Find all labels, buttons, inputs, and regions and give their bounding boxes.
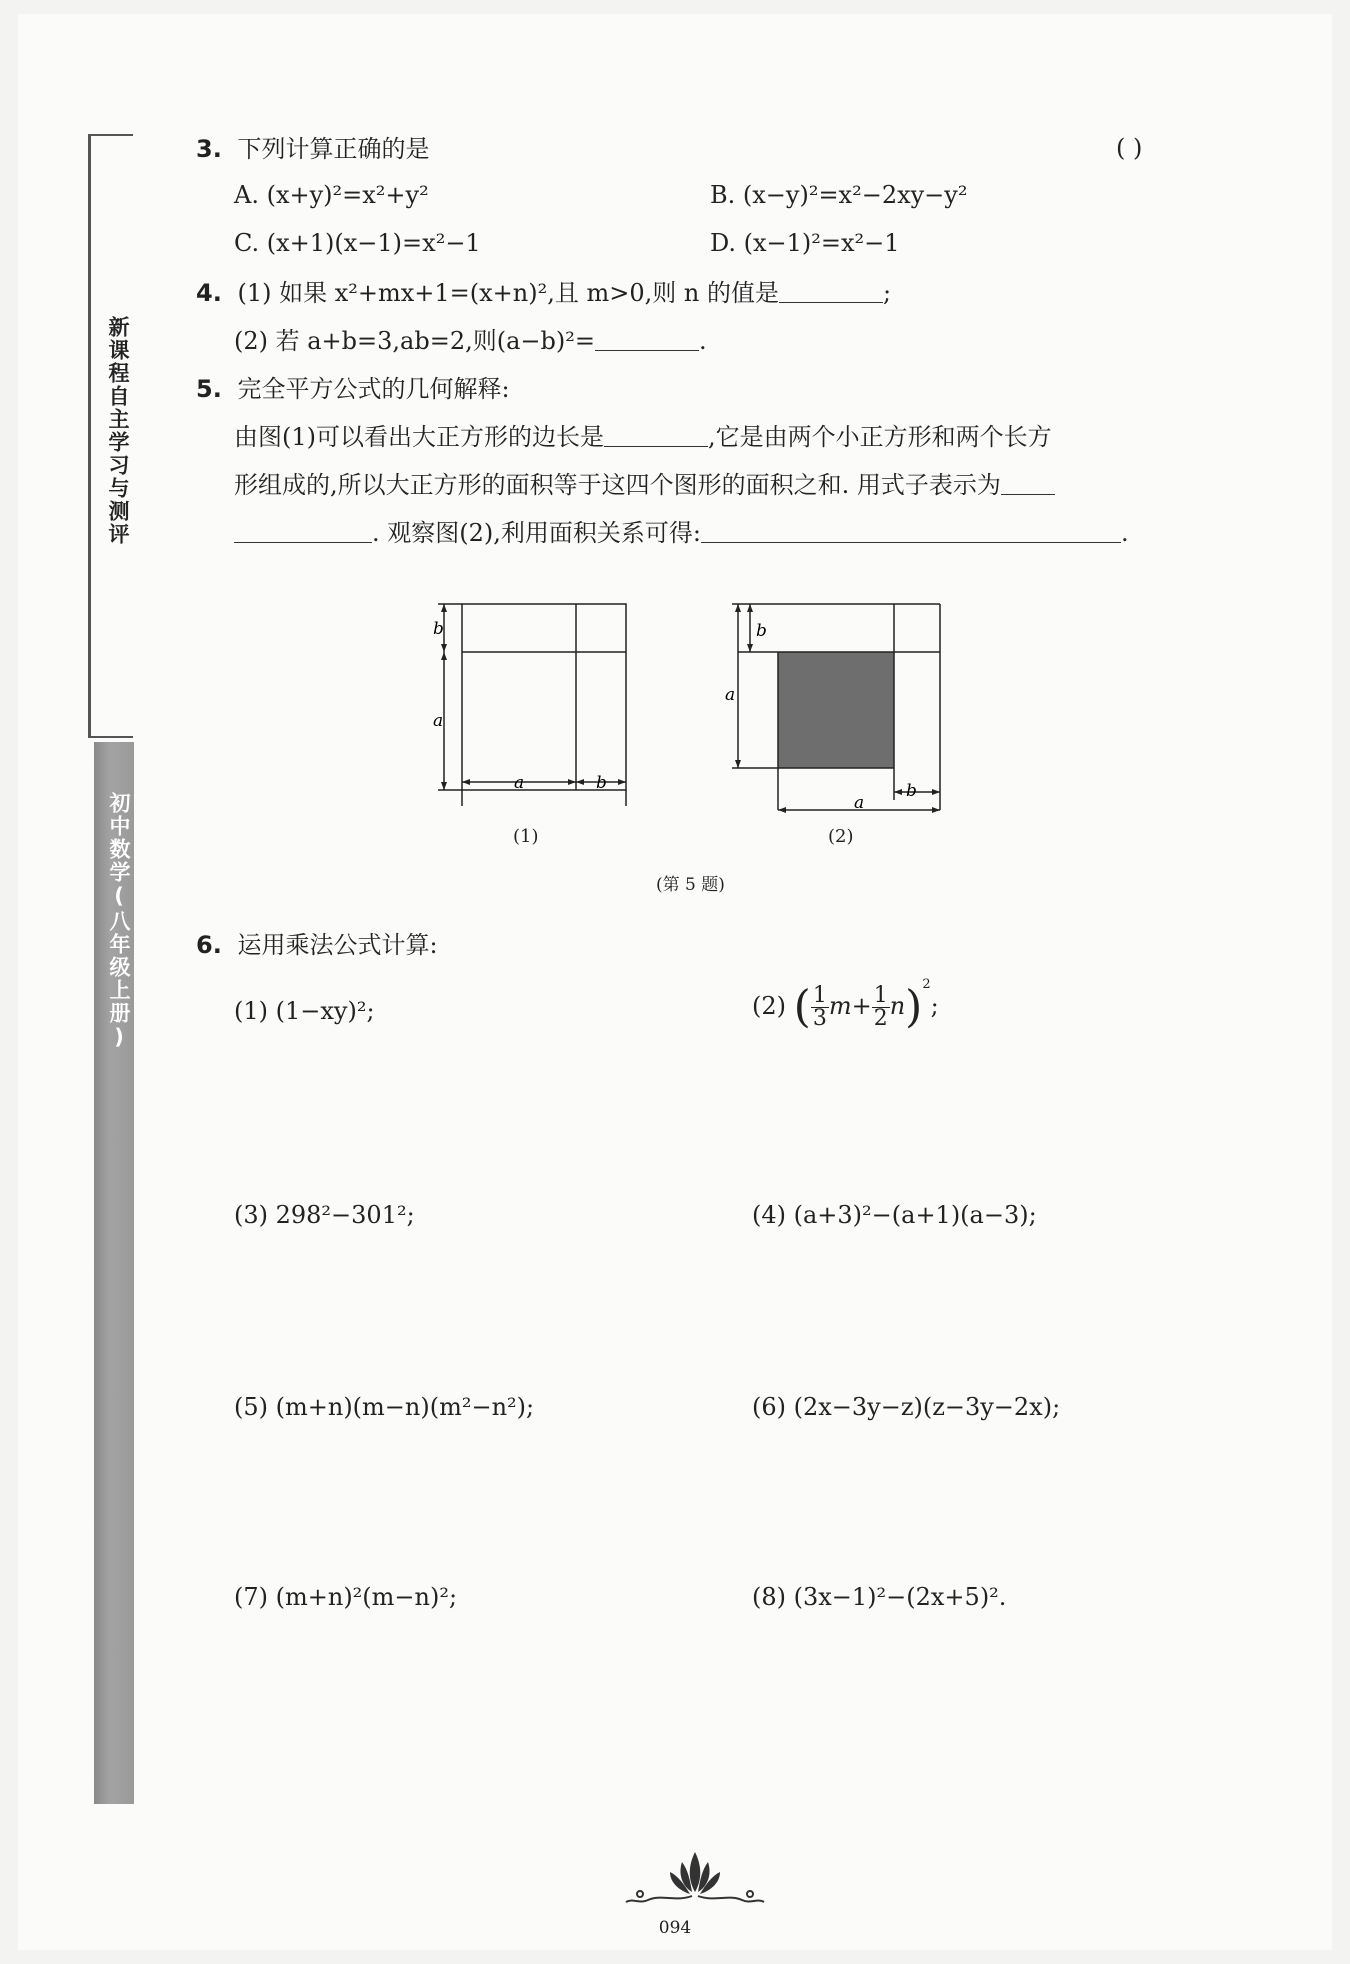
page-number: 094: [658, 1918, 692, 1938]
var-n: n: [889, 992, 906, 1020]
sidebar-subject: 初中数学(八年级上册): [107, 792, 131, 1051]
fraction-one-half: [872, 985, 890, 1030]
q5-line3: [234, 518, 1129, 548]
q3-number: 3.: [196, 135, 222, 163]
frac1-denominator: 3: [812, 1006, 827, 1031]
q6-item-2-end: ;: [930, 992, 939, 1020]
q5-line2-text: 形组成的,所以大正方形的面积等于这四个图形的面积之和. 用式子表示为: [234, 471, 1001, 499]
q3-option-d: D. (x−1)²=x²−1: [710, 229, 900, 257]
q5-text: 完全平方公式的几何解释:: [237, 375, 510, 403]
q6-item-3: (3) 298²−301²;: [234, 1201, 415, 1229]
q4-part1-end: ;: [882, 279, 892, 307]
q6-item-4: (4) (a+3)²−(a+1)(a−3);: [752, 1201, 1037, 1229]
fig2-label-a-left: a: [725, 685, 736, 705]
q3-answer-paren: ( ): [1116, 134, 1143, 162]
fig1-label-a-left: a: [433, 711, 444, 731]
q6-number: 6.: [196, 931, 222, 959]
q5-figure-1-label: (1): [513, 826, 539, 847]
sidebar-tab-subject: [94, 742, 134, 1804]
floral-ornament-icon: [620, 1842, 770, 1914]
q5-line1: [234, 422, 1052, 452]
q5-line1-a: 由图(1)可以看出大正方形的边长是: [234, 423, 604, 451]
q5-number: 5.: [196, 375, 222, 403]
q6-item-2: [752, 978, 939, 1036]
q6-text: 运用乘法公式计算:: [237, 931, 438, 959]
q3-option-b: B. (x−y)²=x²−2xy−y²: [710, 181, 968, 209]
plus-sign: +: [851, 992, 872, 1020]
q5-blank-2a[interactable]: [1001, 472, 1055, 495]
q5-figure-2-label: (2): [828, 826, 854, 847]
q6-item-7: (7) (m+n)²(m−n)²;: [234, 1583, 458, 1611]
q5-line3-b: .: [1120, 519, 1129, 547]
fig1-label-b-bottom: b: [596, 773, 607, 793]
q5-figure-1: [430, 596, 650, 806]
q5-stem: [196, 374, 510, 404]
fig2-label-b-bottom: b: [906, 781, 917, 801]
var-m: m: [828, 992, 852, 1020]
q4-part2-text: (2) 若 a+b=3,ab=2,则(a−b)²=: [234, 327, 595, 355]
q5-blank-3[interactable]: [701, 520, 1121, 543]
fig2-shaded-square: [778, 652, 894, 768]
q5-blank-1[interactable]: [604, 424, 708, 447]
q3-option-a: A. (x+y)²=x²+y²: [234, 181, 429, 209]
sidebar-tab-book-title: [88, 134, 133, 738]
q6-stem: [196, 930, 438, 960]
q6-item-1: (1) (1−xy)²;: [234, 997, 375, 1025]
fig2-label-a-bottom: a: [854, 793, 865, 813]
left-paren: (: [793, 981, 811, 1033]
exponent: 2: [922, 977, 931, 992]
fig1-label-a-bottom: a: [514, 773, 525, 793]
fraction-one-third: [811, 985, 829, 1030]
frac1-numerator: 1: [812, 983, 827, 1008]
q6-item-6: (6) (2x−3y−z)(z−3y−2x);: [752, 1393, 1061, 1421]
q4-number: 4.: [196, 279, 222, 307]
frac2-numerator: 1: [873, 983, 888, 1008]
q5-line1-b: ,它是由两个小正方形和两个长方: [708, 423, 1052, 451]
q4-part1: [196, 278, 891, 308]
q5-figure-caption: (第 5 题): [656, 875, 725, 895]
sidebar-book-title: 新课程自主学习与测评: [106, 316, 130, 546]
q3-option-c: C. (x+1)(x−1)=x²−1: [234, 229, 481, 257]
frac2-denominator: 2: [873, 1006, 888, 1031]
q3-text: 下列计算正确的是: [237, 135, 430, 163]
q6-item-8: (8) (3x−1)²−(2x+5)².: [752, 1583, 1007, 1611]
q4-part1-text: (1) 如果 x²+mx+1=(x+n)²,且 m>0,则 n 的值是: [237, 279, 779, 307]
fig1-label-b-left: b: [433, 619, 444, 639]
q6-item-5: (5) (m+n)(m−n)(m²−n²);: [234, 1393, 535, 1421]
q5-line3-a: . 观察图(2),利用面积关系可得:: [372, 519, 701, 547]
right-paren: ): [905, 981, 923, 1033]
q5-blank-2b[interactable]: [234, 520, 372, 543]
q4-part2-end: .: [698, 327, 707, 355]
q5-line2: [234, 470, 1055, 500]
q3-stem: [196, 134, 429, 164]
fig2-label-b-left: b: [756, 621, 767, 641]
q5-figure-2: [722, 596, 946, 822]
q4-blank-2[interactable]: [595, 328, 699, 351]
q4-part2: [234, 326, 707, 356]
q4-blank-1[interactable]: [779, 280, 883, 303]
q6-item-2-label: (2): [752, 992, 786, 1020]
